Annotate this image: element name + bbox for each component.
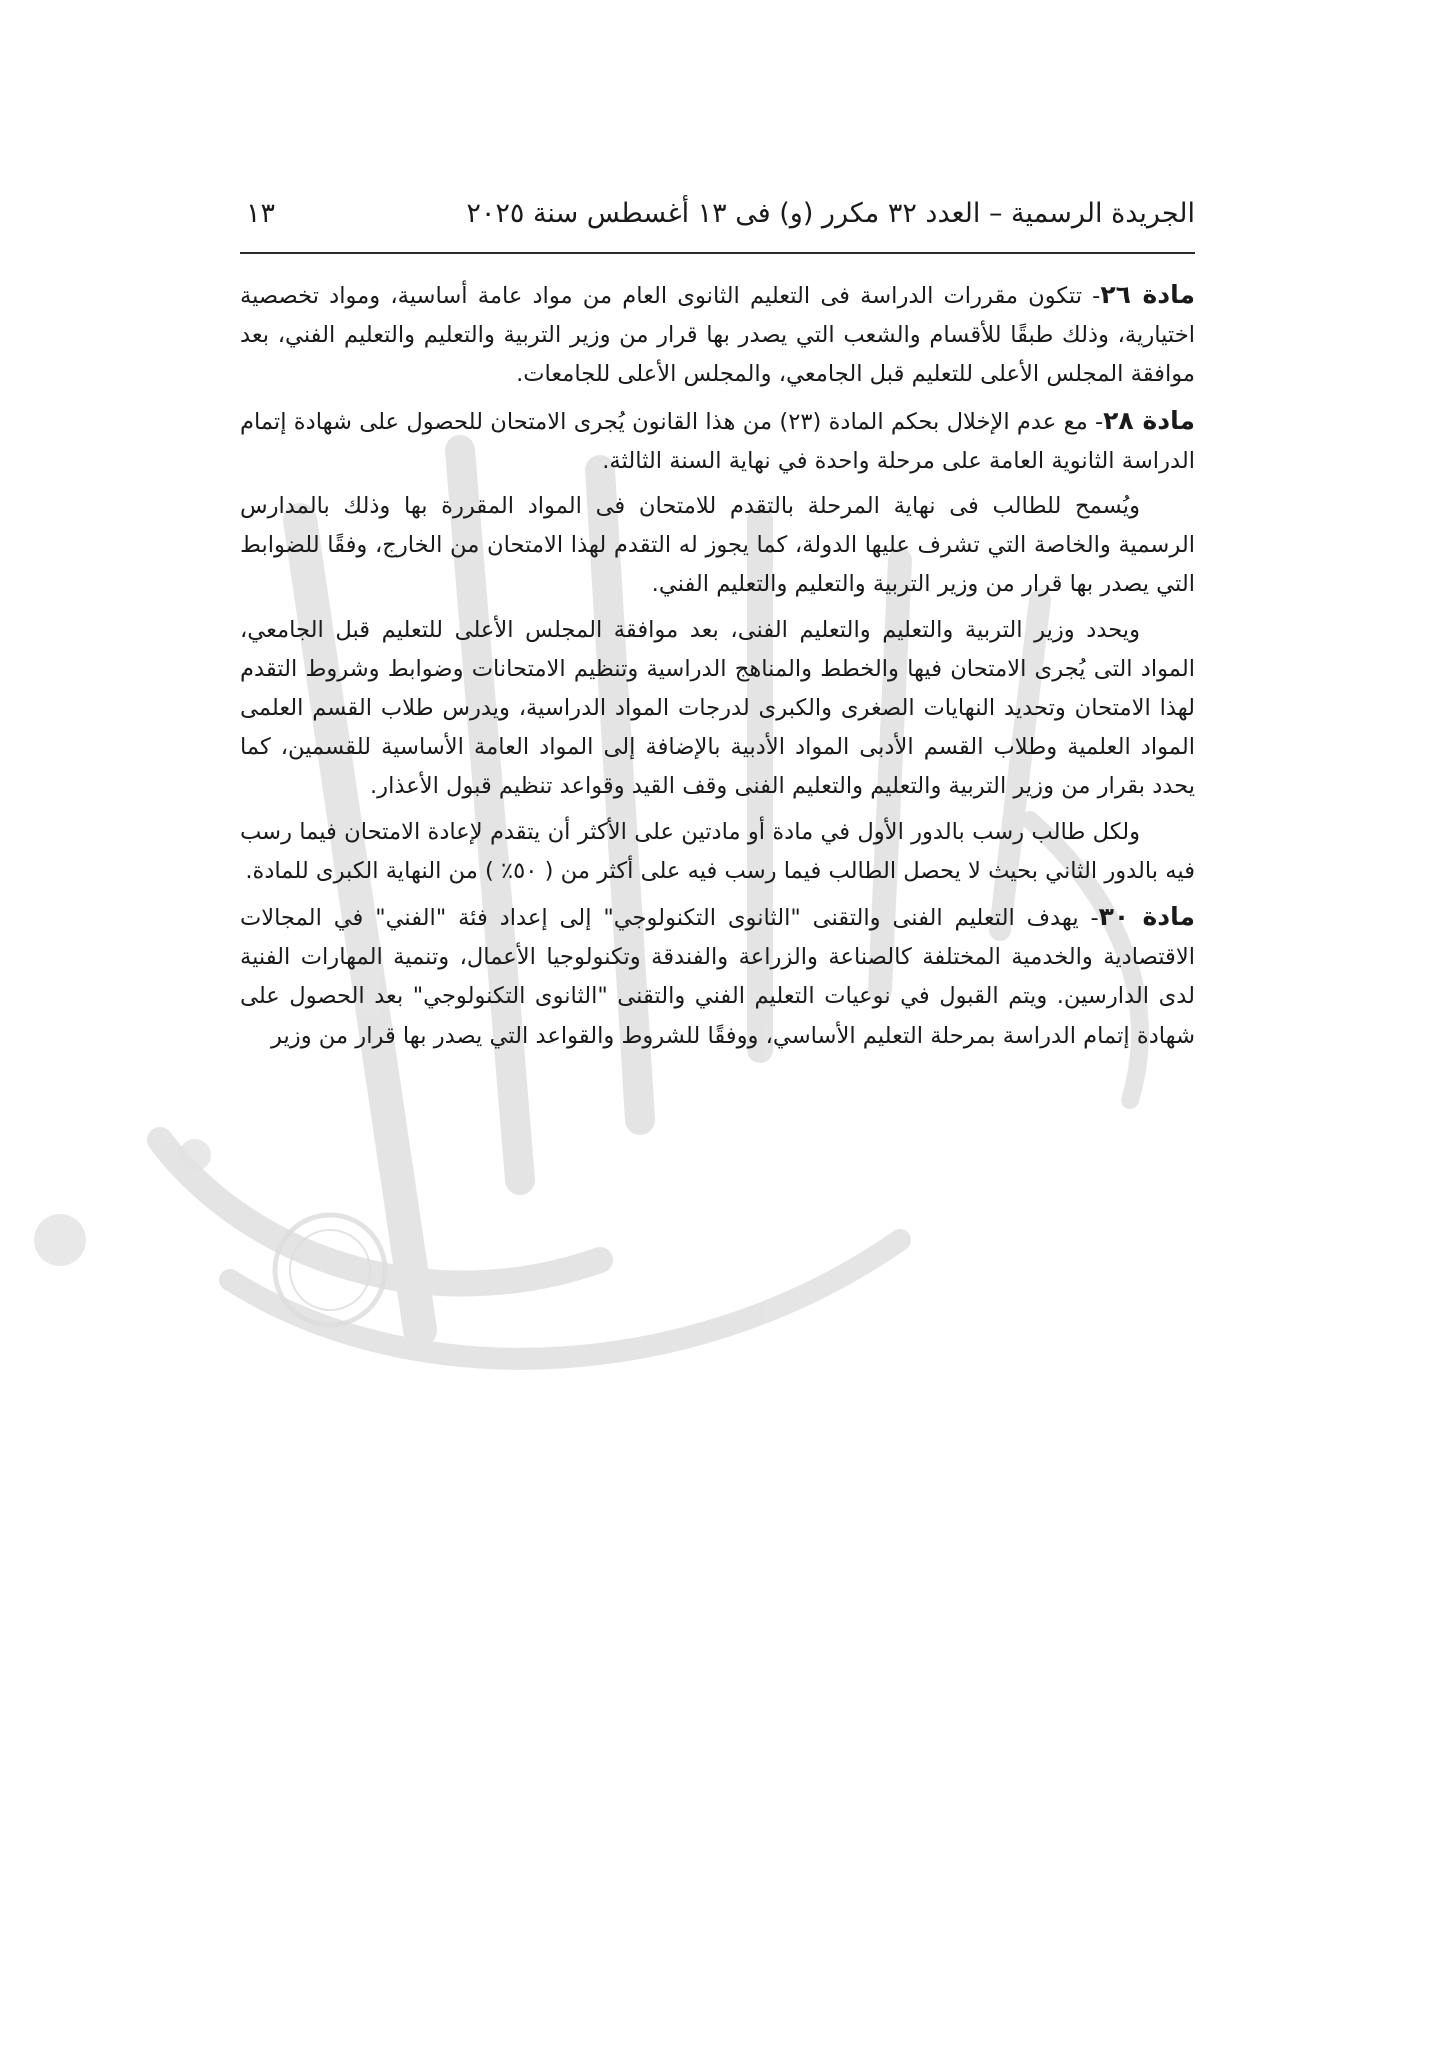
article-30 — [240, 897, 1195, 1056]
article-28 — [240, 401, 1195, 481]
article-label: مادة ٢٨ — [1103, 405, 1195, 435]
article-text: - يهدف التعليم الفنى والتقنى "الثانوى التكنولوجي" إلى إعداد فئة "الفني" في المجالات الاقتصادية والخدمية المختلفة كالصناعة والزراعة والفندقة وتكنولوجيا الأعمال، وتنمية المهارات الفنية لدى الدارسين. ويتم القبول في نوعيات التعليم الفني والتقنى "الثانوى التكنولوجي" بعد الحصول على شهادة إتمام الدراسة بمرحلة التعليم الأساسي، ووفقًا للشروط والقواعد التي يصدر بها قرار من وزير — [240, 905, 1195, 1049]
article-paragraph: ويُسمح للطالب فى نهاية المرحلة بالتقدم للامتحان فى المواد المقررة بها وذلك بالمدارس الرسمية والخاصة التي تشرف عليها الدولة، كما يجوز له التقدم لهذا الامتحان من الخارج، وفقًا للضوابط التي يصدر بها قرار من وزير التربية والتعليم والتعليم الفني. — [240, 493, 1195, 598]
article-paragraph: ولكل طالب رسب بالدور الأول في مادة أو مادتين على الأكثر أن يتقدم لإعادة الامتحان فيما رسب فيه بالدور الثاني بحيث لا يحصل الطالب فيما رسب فيه على أكثر من ( ٥٠٪ ) من النهاية الكبرى للمادة. — [240, 818, 1195, 884]
header-title: الجريدة الرسمية – العدد ٣٢ مكرر (و) فى ١٣ أغسطس سنة ٢٠٢٥ — [466, 198, 1195, 229]
article-text: - تتكون مقررات الدراسة فى التعليم الثانوى العام من مواد عامة أساسية، ومواد تخصصية اختيارية، وذلك طبقًا للأقسام والشعب التي يصدر بها قرار من وزير التربية والتعليم والتعليم الفني، بعد موافقة المجلس الأعلى للتعليم قبل الجامعي، والمجلس الأعلى للجامعات. — [240, 283, 1195, 388]
document-body — [240, 275, 1195, 1062]
article-label: مادة ٣٠ — [1098, 902, 1195, 932]
gazette-header — [240, 192, 1195, 248]
article-text: - مع عدم الإخلال بحكم المادة (٢٣) من هذا القانون يُجرى الامتحان للحصول على شهادة إتمام الدراسة الثانوية العامة على مرحلة واحدة في نهاية السنة الثالثة. — [240, 408, 1195, 474]
header-divider — [240, 252, 1195, 254]
article-26 — [240, 275, 1195, 395]
page-number: ١٣ — [246, 198, 276, 229]
article-paragraph: ويحدد وزير التربية والتعليم والتعليم الفنى، بعد موافقة المجلس الأعلى للتعليم قبل الجامعي، المواد التى يُجرى الامتحان فيها والخطط والمناهج الدراسية وتنظيم الامتحانات وضوابط وشروط التقدم لهذا الامتحان وتحديد النهايات الصغرى والكبرى لدرجات المواد الدراسية، ويدرس طلاب القسم العلمى المواد العلمية وطلاب القسم الأدبى المواد الأدبية بالإضافة إلى المواد العامة الأساسية للقسمين، كما يحدد بقرار من وزير التربية والتعليم والتعليم الفنى وقف القيد وقواعد تنظيم قبول الأعذار. — [240, 616, 1195, 800]
article-label: مادة ٢٦ — [1100, 280, 1195, 309]
